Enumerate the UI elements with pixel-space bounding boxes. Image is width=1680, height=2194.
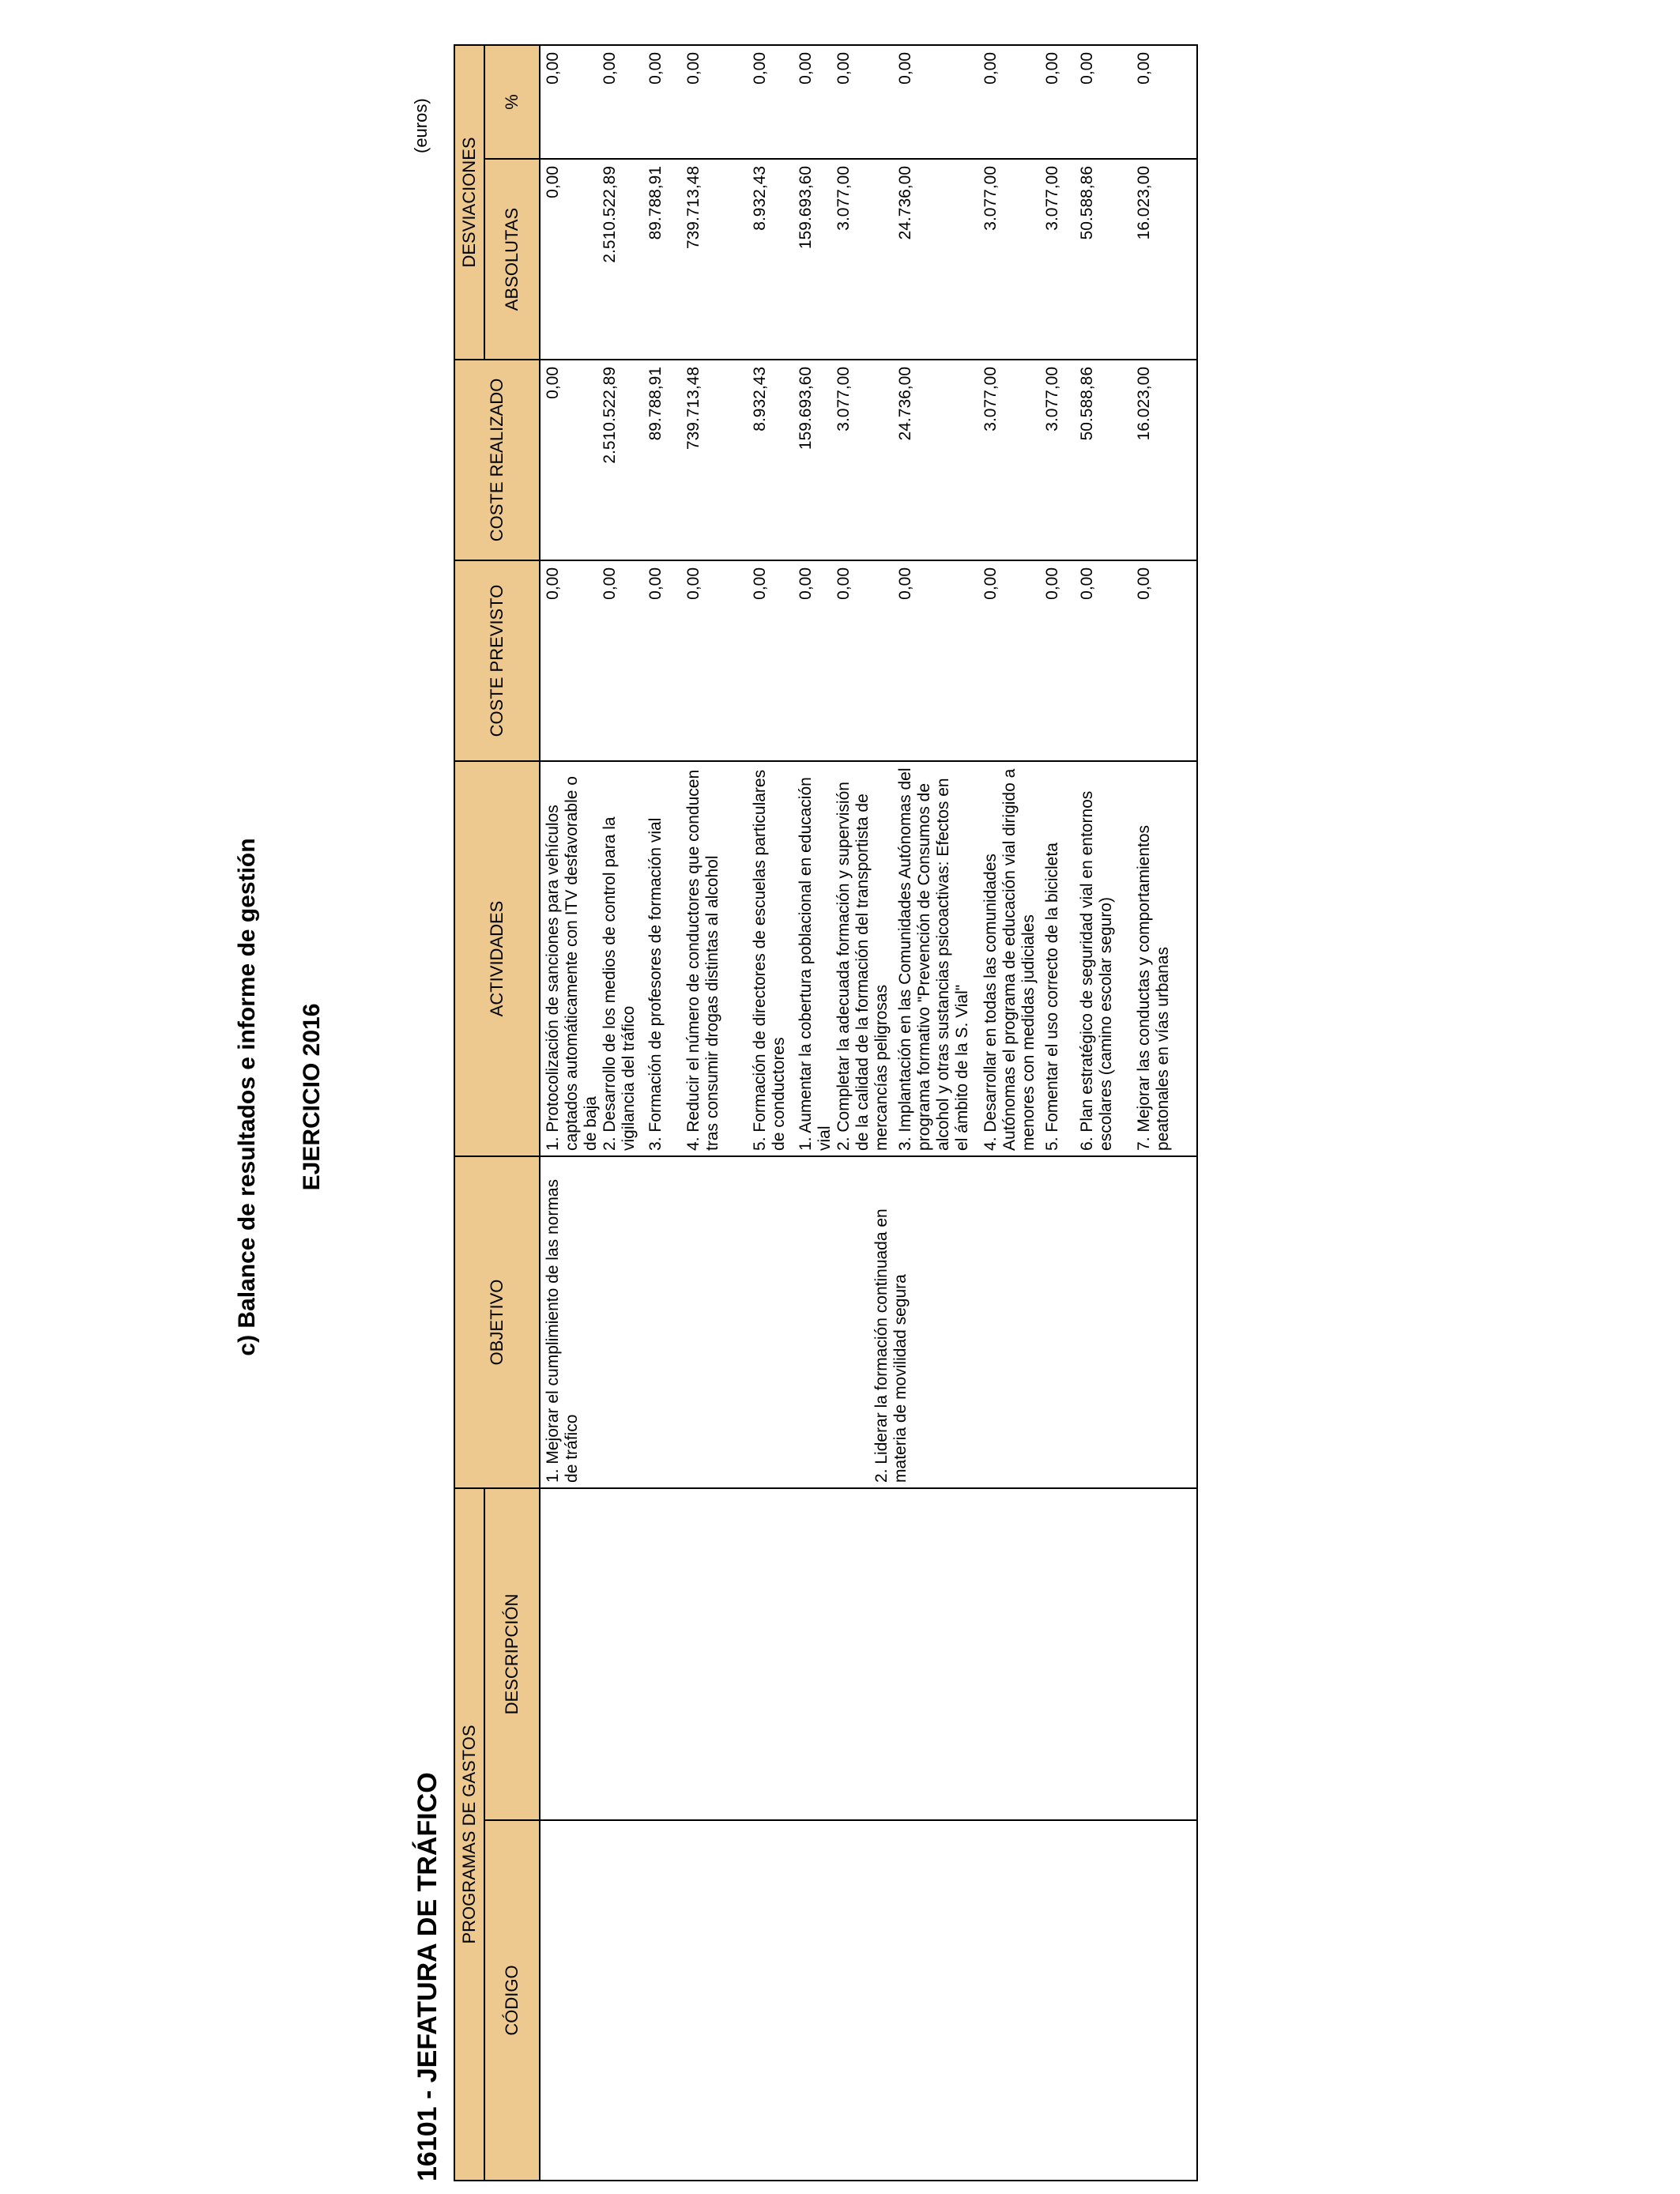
unit-title: 16101 - JEFATURA DE TRÁFICO [412, 1772, 443, 2181]
actual-cost-value: 0,00 [544, 366, 562, 399]
activity-item: 1. Aumentar la cobertura poblacional en educación vial [797, 777, 834, 1151]
absolute-header: ABSOLUTAS [484, 159, 540, 360]
section-title: c) Balance de resultados e informe de gestión [234, 838, 260, 1356]
planned-cost-value: 0,00 [981, 567, 1000, 600]
description-header: DESCRIPCIÓN [484, 1488, 540, 1820]
activity-item: 5. Fomentar el uso correcto de la bicicleta [1043, 843, 1061, 1151]
actual-cost-value: 3.077,00 [834, 366, 853, 432]
actual-cost-value: 3.077,00 [1043, 366, 1061, 432]
actual-cost-value: 24.736,00 [896, 366, 914, 441]
activity-item: 3. Formación de profesores de formación vial [646, 817, 665, 1151]
planned-cost-header: COSTE PREVISTO [454, 560, 540, 761]
activity-item: 2. Desarrollo de los medios de control para la vigilancia del tráfico [601, 816, 638, 1151]
actual-cost-value: 89.788,91 [646, 366, 665, 441]
percent-deviation-value: 0,00 [601, 51, 619, 85]
objective-item: 1. Mejorar el cumplimiento de las normas de tráfico [544, 1178, 582, 1483]
absolute-deviation-value: 159.693,60 [797, 165, 815, 250]
percent-cell [540, 45, 1197, 159]
percent-deviation-value: 0,00 [684, 51, 703, 85]
description-cell [540, 1488, 1197, 1820]
actual-cost-cell [540, 360, 1197, 560]
code-cell [540, 1820, 1197, 2181]
objective-header: OBJETIVO [454, 1156, 540, 1488]
activity-item: 2. Completar la adecuada formación y supervisión de la calidad de la formación del transportista de mercancías peligrosas [834, 782, 891, 1151]
percent-deviation-value: 0,00 [896, 51, 914, 85]
activities-header: ACTIVIDADES [454, 761, 540, 1156]
absolute-deviation-value: 3.077,00 [981, 165, 1000, 231]
planned-cost-value: 0,00 [601, 567, 619, 600]
planned-cost-value: 0,00 [896, 567, 914, 600]
activity-item: 4. Reducir el número de conductores que conducen tras consumir drogas distintas al alcohol [684, 769, 722, 1151]
percent-deviation-value: 0,00 [751, 51, 769, 85]
deviations-group-header: DESVIACIONES [454, 45, 484, 360]
activities-cell [540, 761, 1197, 1156]
code-header: CÓDIGO [484, 1820, 540, 2181]
percent-deviation-value: 0,00 [797, 51, 815, 85]
planned-cost-value: 0,00 [1078, 567, 1096, 600]
actual-cost-value: 50.588,86 [1078, 366, 1096, 441]
percent-deviation-value: 0,00 [1043, 51, 1061, 85]
actual-cost-value: 739.713,48 [684, 366, 703, 450]
percent-deviation-value: 0,00 [544, 51, 562, 85]
percent-deviation-value: 0,00 [981, 51, 1000, 85]
activity-item: 1. Protocolización de sanciones para vehículos captados automáticamente con ITV desfavorable o de baja [544, 776, 601, 1151]
absolute-deviation-value: 50.588,86 [1078, 165, 1096, 240]
currency-label: (euros) [411, 98, 431, 153]
objective-cell [540, 1156, 1197, 1488]
actual-cost-header: COSTE REALIZADO [454, 360, 540, 560]
planned-cost-value: 0,00 [646, 567, 665, 600]
planned-cost-value: 0,00 [797, 567, 815, 600]
planned-cost-cell [540, 560, 1197, 761]
activity-item: 7. Mejorar las conductas y comportamientos peatonales en vías urbanas [1135, 824, 1173, 1151]
percent-deviation-value: 0,00 [1078, 51, 1096, 85]
actual-cost-value: 2.510.522,89 [601, 366, 619, 464]
actual-cost-value: 159.693,60 [797, 366, 815, 450]
activity-item: 3. Implantación en las Comunidades Autónomas del programa formativo "Prevención de Consumos de alcohol y otras sustancias psicoactivas: Efectos en el ámbito de la S. Vial" [896, 767, 972, 1151]
objective-item: 2. Liderar la formación continuada en materia de movilidad segura [872, 1208, 910, 1483]
activity-item: 4. Desarrollar en todas las comunidades Autónomas el programa de educación vial dirigido a menores con medidas judiciales [981, 768, 1038, 1151]
year-title: EJERCICIO 2016 [299, 1003, 325, 1191]
percent-header: % [484, 45, 540, 159]
absolute-deviation-value: 2.510.522,89 [601, 165, 619, 263]
actual-cost-value: 3.077,00 [981, 366, 1000, 432]
absolute-cell [540, 159, 1197, 360]
activity-item: 6. Plan estratégico de seguridad vial en entornos escolares (camino escolar seguro) [1078, 790, 1116, 1151]
absolute-deviation-value: 16.023,00 [1135, 165, 1153, 240]
planned-cost-value: 0,00 [751, 567, 769, 600]
absolute-deviation-value: 24.736,00 [896, 165, 914, 240]
absolute-deviation-value: 8.932,43 [751, 165, 769, 231]
absolute-deviation-value: 89.788,91 [646, 165, 665, 240]
planned-cost-value: 0,00 [1043, 567, 1061, 600]
results-table [454, 44, 1198, 2181]
absolute-deviation-value: 3.077,00 [834, 165, 853, 231]
absolute-deviation-value: 739.713,48 [684, 165, 703, 250]
percent-deviation-value: 0,00 [646, 51, 665, 85]
programs-group-header: PROGRAMAS DE GASTOS [454, 1488, 484, 2181]
percent-deviation-value: 0,00 [1135, 51, 1153, 85]
actual-cost-value: 8.932,43 [751, 366, 769, 432]
planned-cost-value: 0,00 [1135, 567, 1153, 600]
planned-cost-value: 0,00 [834, 567, 853, 600]
absolute-deviation-value: 0,00 [544, 165, 562, 198]
planned-cost-value: 0,00 [544, 567, 562, 600]
absolute-deviation-value: 3.077,00 [1043, 165, 1061, 231]
activity-item: 5. Formación de directores de escuelas particulares de conductores [751, 769, 789, 1151]
percent-deviation-value: 0,00 [834, 51, 853, 85]
planned-cost-value: 0,00 [684, 567, 703, 600]
actual-cost-value: 16.023,00 [1135, 366, 1153, 441]
